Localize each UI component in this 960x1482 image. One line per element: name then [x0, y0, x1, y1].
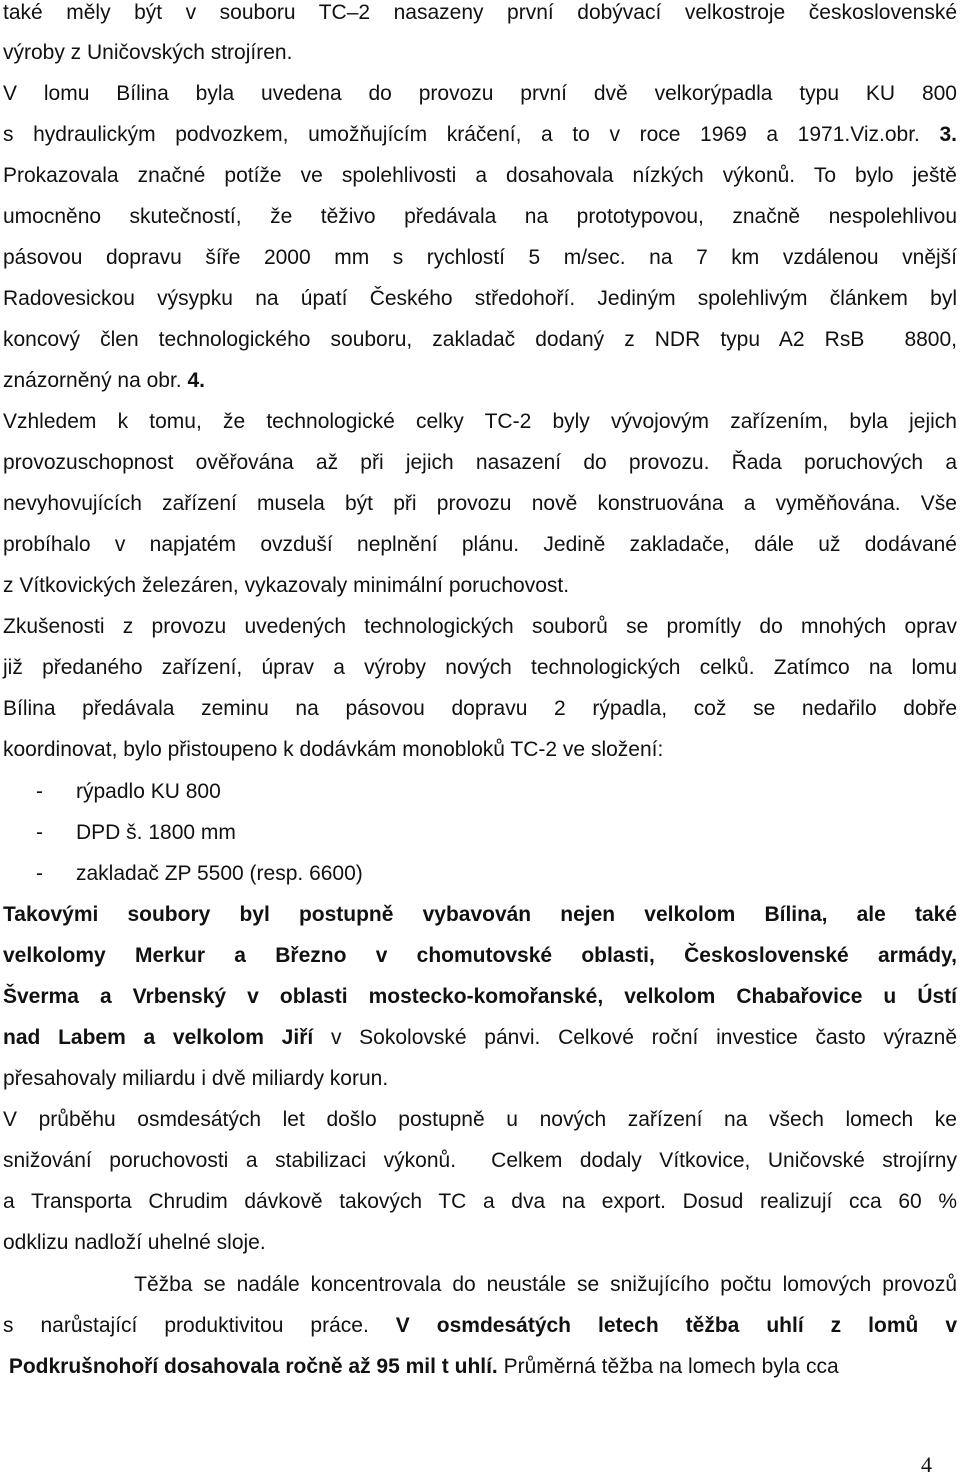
text-line — [3, 984, 957, 1010]
text-segment: nevyhovujících zařízení musela být při provozu nově konstruována a vyměňována. Vše — [3, 492, 957, 515]
text-line — [3, 1066, 957, 1092]
list-item — [36, 861, 363, 887]
text-segment: Bílina předávala zeminu na pásovou dopravu 2 rýpadla, což se nedařilo dobře — [3, 697, 957, 720]
text-line — [3, 696, 957, 722]
list-item-text: DPD š. 1800 mm — [76, 821, 236, 844]
text-segment: koncový člen technologického souboru, zakladač dodaný z NDR typu A2 RsB 8800, — [3, 328, 957, 351]
text-segment: znázorněný na obr. — [3, 369, 188, 392]
text-line — [3, 1230, 957, 1256]
list-bullet: - — [36, 862, 43, 885]
text-line — [3, 1313, 957, 1339]
text-segment: odklizu nadloží uhelné sloje. — [3, 1231, 266, 1254]
text-line — [3, 204, 957, 230]
text-segment: Prokazovala značné potíže ve spolehlivosti a dosahovala nízkých výkonů. To bylo ještě — [3, 164, 957, 187]
text-line — [3, 943, 957, 969]
text-segment: s narůstající produktivitou práce. — [3, 1314, 396, 1337]
page-number: 4 — [921, 1452, 932, 1477]
text-line — [3, 1272, 957, 1298]
text-segment: Průměrná těžba na lomech byla cca — [497, 1355, 839, 1378]
text-segment: V průběhu osmdesátých let došlo postupně u nových zařízení na všech lomech ke — [3, 1108, 957, 1131]
text-line — [3, 573, 957, 599]
text-line — [3, 532, 957, 558]
text-segment: nad Labem a velkolom Jiří — [3, 1026, 314, 1049]
text-line — [3, 491, 957, 517]
text-segment: také měly být v souboru TC–2 nasazeny první dobývací velkostroje československé — [3, 1, 957, 24]
text-segment: již předaného zařízení, úprav a výroby nových technologických celků. Zatímco na lomu — [3, 656, 957, 679]
text-segment: z Vítkovických železáren, vykazovaly minimální poruchovost. — [3, 574, 570, 597]
text-segment: V lomu Bílina byla uvedena do provozu první dvě velkorýpadla typu KU 800 — [3, 82, 957, 105]
text-line — [3, 1189, 957, 1215]
text-segment: 4. — [187, 369, 205, 392]
text-segment: Vzhledem k tomu, že technologické celky TC-2 byly vývojovým zařízením, byla jejich — [3, 410, 957, 433]
text-segment: provozuschopnost ověřována až při jejich nasazení do provozu. Řada poruchových a — [3, 451, 957, 474]
list-bullet: - — [36, 780, 43, 803]
text-segment: Radovesickou výsypku na úpatí Českého středohoří. Jediným spolehlivým článkem byl — [3, 287, 957, 310]
text-line — [3, 245, 957, 271]
text-line — [3, 1354, 957, 1380]
text-line — [3, 655, 957, 681]
list-bullet: - — [36, 821, 43, 844]
text-segment: Těžba se nadále koncentrovala do neustále se snižujícího počtu lomových provozů — [3, 1273, 957, 1296]
text-segment: snižování poruchovosti a stabilizaci výkonů. Celkem dodaly Vítkovice, Uničovské strojírny — [3, 1149, 957, 1172]
text-segment: V osmdesátých letech těžba uhlí z lomů v — [395, 1314, 957, 1337]
text-segment: probíhalo v napjatém ovzduší neplnění plánu. Jedině zakladače, dále už dodávané — [3, 533, 957, 556]
text-segment: přesahovaly miliardu i dvě miliardy korun. — [3, 1067, 389, 1090]
text-segment: umocněno skutečností, že těživo předávala na prototypovou, značně nespolehlivou — [3, 205, 957, 228]
text-segment: koordinovat, bylo přistoupeno k dodávkám monobloků TC-2 ve složení: — [3, 738, 664, 761]
text-line — [3, 902, 957, 928]
text-line — [3, 40, 957, 66]
text-line — [3, 81, 957, 107]
text-segment: v Sokolovské pánvi. Celkové roční investice často výrazně — [313, 1026, 957, 1049]
list-item — [36, 779, 221, 805]
text-line — [3, 737, 957, 763]
text-line — [3, 286, 957, 312]
list-item — [36, 820, 236, 846]
text-line — [3, 1025, 957, 1051]
text-line — [3, 368, 957, 394]
text-line — [3, 122, 957, 148]
text-segment: Takovými soubory byl postupně vybavován nejen velkolom Bílina, ale také — [3, 903, 957, 926]
text-line — [3, 614, 957, 640]
text-line — [3, 163, 957, 189]
text-line — [3, 327, 957, 353]
text-segment: Šverma a Vrbenský v oblasti mostecko-komořanské, velkolom Chabařovice u Ústí — [3, 985, 957, 1008]
text-segment: Podkrušnohoří dosahovala ročně až 95 mil t uhlí. — [3, 1355, 498, 1378]
text-segment: výroby z Uničovských strojíren. — [3, 41, 293, 64]
text-segment: pásovou dopravu šíře 2000 mm s rychlostí 5 m/sec. na 7 km vzdálenou vnější — [3, 246, 957, 269]
text-segment: velkolomy Merkur a Březno v chomutovské oblasti, Československé armády, — [3, 944, 957, 967]
text-segment: Zkušenosti z provozu uvedených technologických souborů se promítly do mnohých oprav — [3, 615, 957, 638]
text-line — [3, 450, 957, 476]
list-item-text: rýpadlo KU 800 — [76, 780, 221, 803]
text-line — [3, 409, 957, 435]
list-item-text: zakladač ZP 5500 (resp. 6600) — [76, 862, 363, 885]
text-line — [3, 1107, 957, 1133]
text-segment: a Transporta Chrudim dávkově takových TC a dva na export. Dosud realizují cca 60 % — [3, 1190, 957, 1213]
text-line — [3, 0, 957, 26]
text-line — [3, 1148, 957, 1174]
text-segment: s hydraulickým podvozkem, umožňujícím kráčení, a to v roce 1969 a 1971.Viz.obr. — [3, 123, 940, 146]
text-segment: 3. — [939, 123, 957, 146]
